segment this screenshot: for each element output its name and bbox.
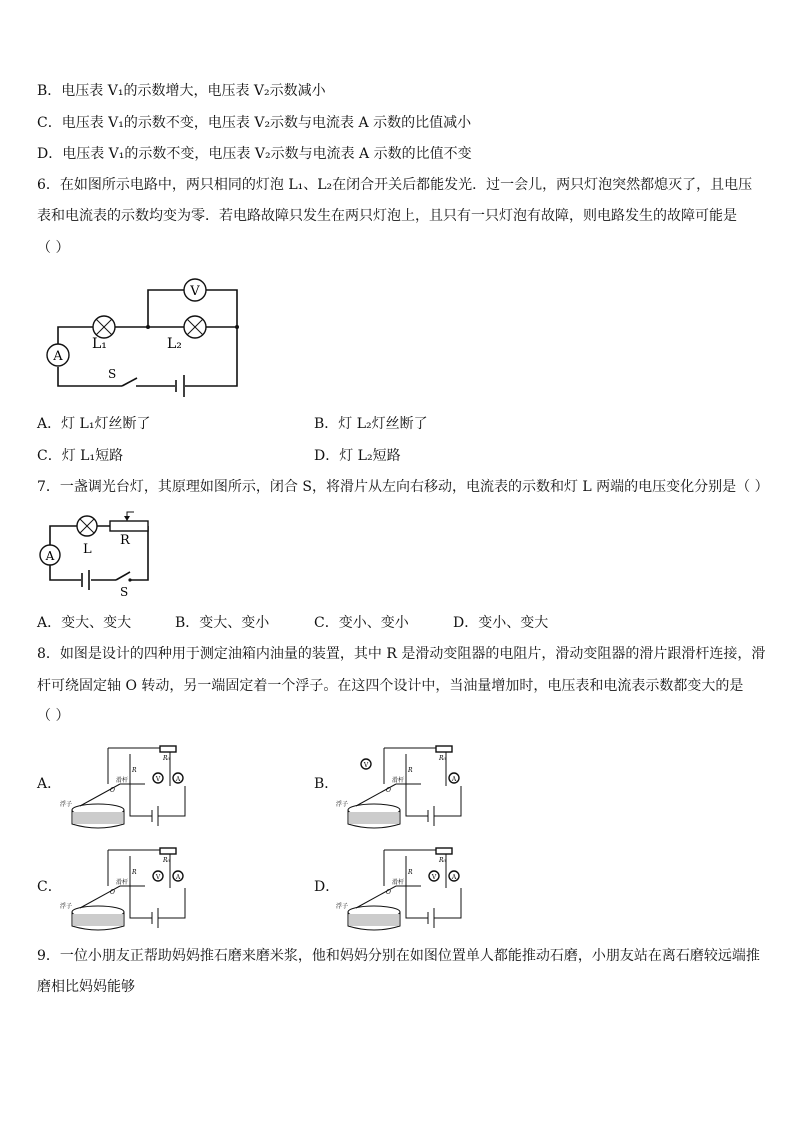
q6-option-d: D．灯 L₂短路 [314,448,401,464]
lamp-l2-label: L₂ [167,336,182,352]
q9-stem-line1: 9．一位小朋友正帮助妈妈推石磨来磨米浆，他和妈妈分别在如图位置单人都能推动石磨，小朋友站在离石磨较远端推 [37,948,760,964]
q8-stem-line1: 8．如图是设计的四种用于测定油箱内油量的装置，其中 R 是滑动变阻器的电阻片，滑动变阻器的滑片跟滑杆连接，滑 [37,646,766,662]
q8-stem-line2: 杆可绕固定轴 O 转动，另一端固定着一个浮子。在这四个设计中，当油量增加时，电压表和电流表示数都变大的是 [37,678,744,694]
r0-label: R₀ [439,857,446,864]
lamp-label: L [83,542,92,557]
q7-stem: 7．一盏调光台灯，其原理如图所示，闭合 S，将滑片从左向右移动，电流表的示数和灯 L 两端的电压变化分别是（ ） [37,479,769,495]
rheostat-label: R [132,869,137,876]
rheostat-label: R [408,869,413,876]
ammeter-label: A [451,776,457,783]
float-label: 浮子 [60,903,73,910]
option-d-prev: D．电压表 V₁的示数不变，电压表 V₂示数与电流表 A 示数的比值不变 [37,146,472,162]
ammeter-icon [47,344,69,366]
q8-figure-c [60,846,190,936]
rod-label: 滑杆 [392,879,405,886]
q9-stem-line2: 磨相比妈妈能够 [37,979,135,995]
r0-label: R₀ [163,857,170,864]
q6-paren: （ ） [37,240,70,256]
q8-label-d: D． [314,879,340,895]
r0-label: R₀ [163,755,170,762]
rod-label: 滑杆 [392,777,405,784]
switch-label: S [108,367,117,381]
axis-label: O [110,889,115,896]
rod-label: 滑杆 [116,777,129,784]
axis-label: O [386,889,391,896]
q6-option-c: C．灯 L₁短路 [37,448,124,464]
q6-circuit-diagram [40,276,250,392]
q6-option-a: A．灯 L₁灯丝断了 [37,416,151,432]
ammeter-label: A [53,349,63,364]
q7-circuit-diagram [38,508,158,599]
rod-label: 滑杆 [116,879,129,886]
float-label: 浮子 [60,801,73,808]
voltmeter-label: V [155,874,161,881]
q6-stem-line2: 表和电流表的示数均变为零．若电路故障只发生在两只灯泡上，且只有一只灯泡有故障，则电路发生的故障可能是 [37,208,737,224]
lamp-icon [93,316,115,338]
voltmeter-label: V [155,776,161,783]
q6-option-b: B．灯 L₂灯丝断了 [314,416,428,432]
float-label: 浮子 [336,801,349,808]
float-label: 浮子 [336,903,349,910]
rheostat-label: R [132,767,137,774]
q8-figure-a [60,744,190,834]
option-b-prev: B．电压表 V₁的示数增大，电压表 V₂示数减小 [37,83,326,99]
voltmeter-label: V [431,874,437,881]
q7-option-a: A．变大、变大 [37,615,132,631]
ammeter-label: A [451,874,457,881]
ammeter-label: A [175,776,181,783]
lamp-icon [77,516,97,536]
q7-option-c: C．变小、变小 [314,615,409,631]
ammeter-label: A [45,549,55,563]
axis-label: O [386,787,391,794]
voltmeter-label: V [190,284,200,299]
q8-figure-d [336,846,466,936]
r0-label: R₀ [439,755,446,762]
option-c-prev: C．电压表 V₁的示数不变，电压表 V₂示数与电流表 A 示数的比值减小 [37,115,472,131]
lamp-icon [184,316,206,338]
voltmeter-icon [184,279,206,301]
q8-label-a: A． [37,776,62,792]
rheostat-label: R [408,767,413,774]
ammeter-icon [40,545,60,565]
switch-label: S [120,585,129,599]
rheostat-label: R [120,533,130,548]
ammeter-label: A [175,874,181,881]
q7-option-b: B．变大、变小 [175,615,270,631]
q8-figure-b [336,744,466,834]
voltmeter-label: V [363,762,369,769]
q8-paren: （ ） [37,708,70,724]
axis-label: O [110,787,115,794]
q8-label-b: B． [314,776,339,792]
q6-stem-line1: 6．在如图所示电路中，两只相同的灯泡 L₁、L₂在闭合开关后都能发光．过一会儿，两只灯泡突然都熄灭了，且电压 [37,177,753,193]
q8-label-c: C． [37,879,62,895]
lamp-l1-label: L₁ [92,336,107,352]
q7-option-d: D．变小、变大 [453,615,549,631]
